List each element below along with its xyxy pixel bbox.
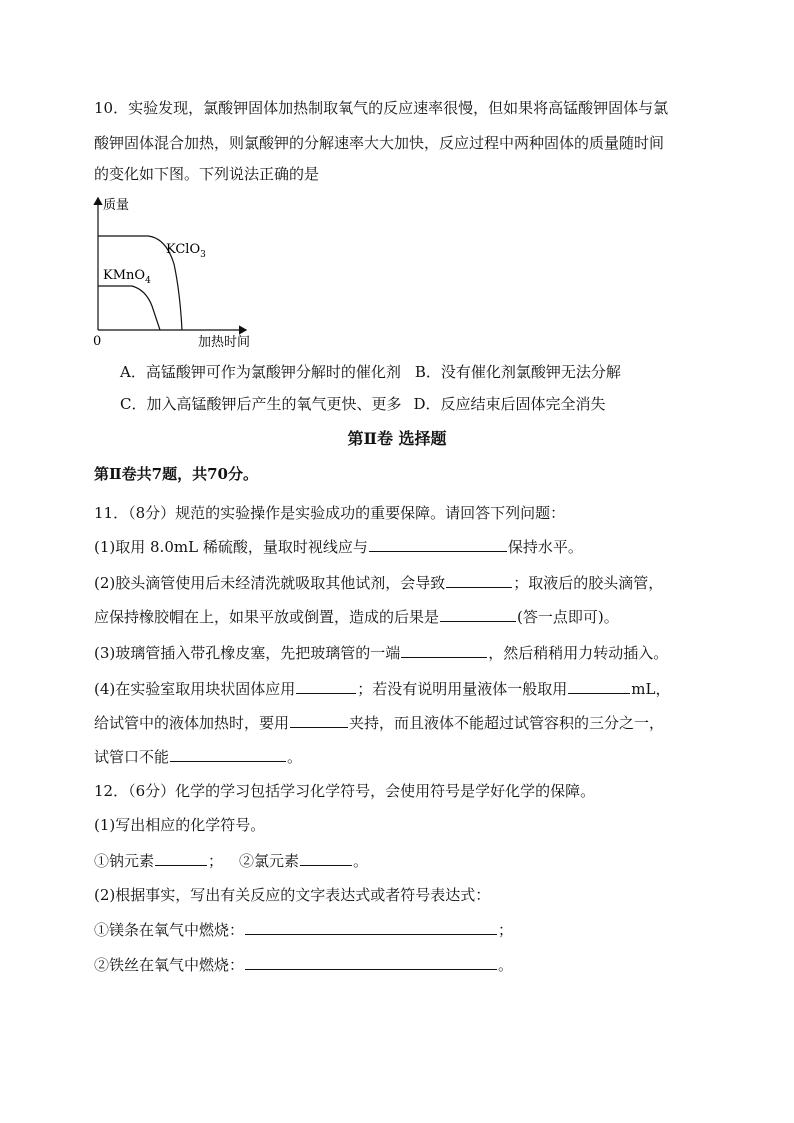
answer-blank[interactable] — [446, 573, 512, 588]
q11-part4: (4)在实验室取用块状固体应用 ；若没有说明用量液体一般取用 mL， — [94, 680, 671, 698]
origin-label: 0 — [93, 334, 102, 349]
q10-option-c: C．加入高锰酸钾后产生的氧气更快、更多 D．反应结束后固体完全消失 — [120, 395, 606, 413]
q12-head: 12．（6分）化学的学习包括学习化学符号，会使用符号是学好化学的保障。 — [94, 782, 596, 800]
q11-part2-cont: 应保持橡胶帽在上，如果平放或倒置，造成的后果是 (答一点即可)。 — [94, 608, 619, 626]
q12-part2-a: ①镁条在氧气中燃烧： ； — [94, 921, 514, 939]
x-axis-label: 加热时间 — [198, 335, 251, 350]
y-axis-label: 质量 — [103, 198, 130, 213]
answer-blank[interactable] — [401, 643, 487, 658]
answer-blank[interactable] — [296, 679, 356, 694]
answer-blank[interactable] — [290, 713, 348, 728]
q11-part4-cont: 给试管中的液体加热时，要用 夹持，而且液体不能超过试管容积的三分之一， — [94, 714, 665, 732]
q11-part4-end: 试管口不能 。 — [94, 748, 303, 766]
q10-line1: 10．实验发现，氯酸钾固体加热制取氧气的反应速率很慢，但如果将高锰酸钾固体与氯 — [94, 99, 669, 117]
q10-option-d: D．反应结束后固体完全消失 — [413, 395, 606, 413]
q10-option-a: A．高锰酸钾可作为氯酸钾分解时的催化剂 B．没有催化剂氯酸钾无法分解 — [120, 363, 621, 381]
q12-part1-answers: ①钠元素 ； ②氯元素 。 — [94, 852, 369, 870]
q10-line3: 的变化如下图。下列说法正确的是 — [94, 165, 320, 183]
q11-part3: (3)玻璃管插入带孔橡皮塞，先把玻璃管的一端 ，然后稍稍用力转动插入。 — [94, 644, 669, 662]
answer-blank[interactable] — [440, 607, 516, 622]
answer-blank[interactable] — [155, 851, 207, 866]
q12-part1: (1)写出相应的化学符号。 — [94, 816, 266, 834]
q12-part2-b: ②铁丝在氧气中燃烧： 。 — [94, 956, 514, 974]
mass-time-graph — [86, 192, 286, 352]
section-note: 第Ⅱ卷共7题，共70分。 — [94, 465, 258, 483]
answer-blank[interactable] — [170, 747, 286, 762]
q12-part2: (2)根据事实，写出有关反应的文字表达式或者符号表达式： — [94, 886, 491, 904]
q11-part2: (2)胶头滴管使用后未经清洗就吸取其他试剂，会导致 ；取液后的胶头滴管， — [94, 574, 664, 592]
kmno4-label: KMnO$_4$ — [103, 268, 151, 286]
q10-option-b: B．没有催化剂氯酸钾无法分解 — [414, 363, 621, 381]
answer-blank[interactable] — [568, 679, 630, 694]
answer-blank[interactable] — [245, 920, 497, 935]
q10-line2: 酸钾固体混合加热，则氯酸钾的分解速率大大加快，反应过程中两种固体的质量随时间 — [94, 134, 665, 152]
answer-blank[interactable] — [245, 955, 497, 970]
kmno4-curve — [98, 286, 160, 330]
answer-blank[interactable] — [369, 537, 507, 552]
section-title: 第Ⅱ卷 选择题 — [347, 429, 447, 448]
kclo3-label: KClO$_3$ — [166, 242, 206, 260]
q11-head: 11．（8分）规范的实验操作是实验成功的重要保障。请回答下列问题： — [94, 504, 566, 522]
answer-blank[interactable] — [300, 851, 352, 866]
q11-part1: (1)取用 8.0mL 稀硫酸，量取时视线应与 保持水平。 — [94, 538, 583, 556]
